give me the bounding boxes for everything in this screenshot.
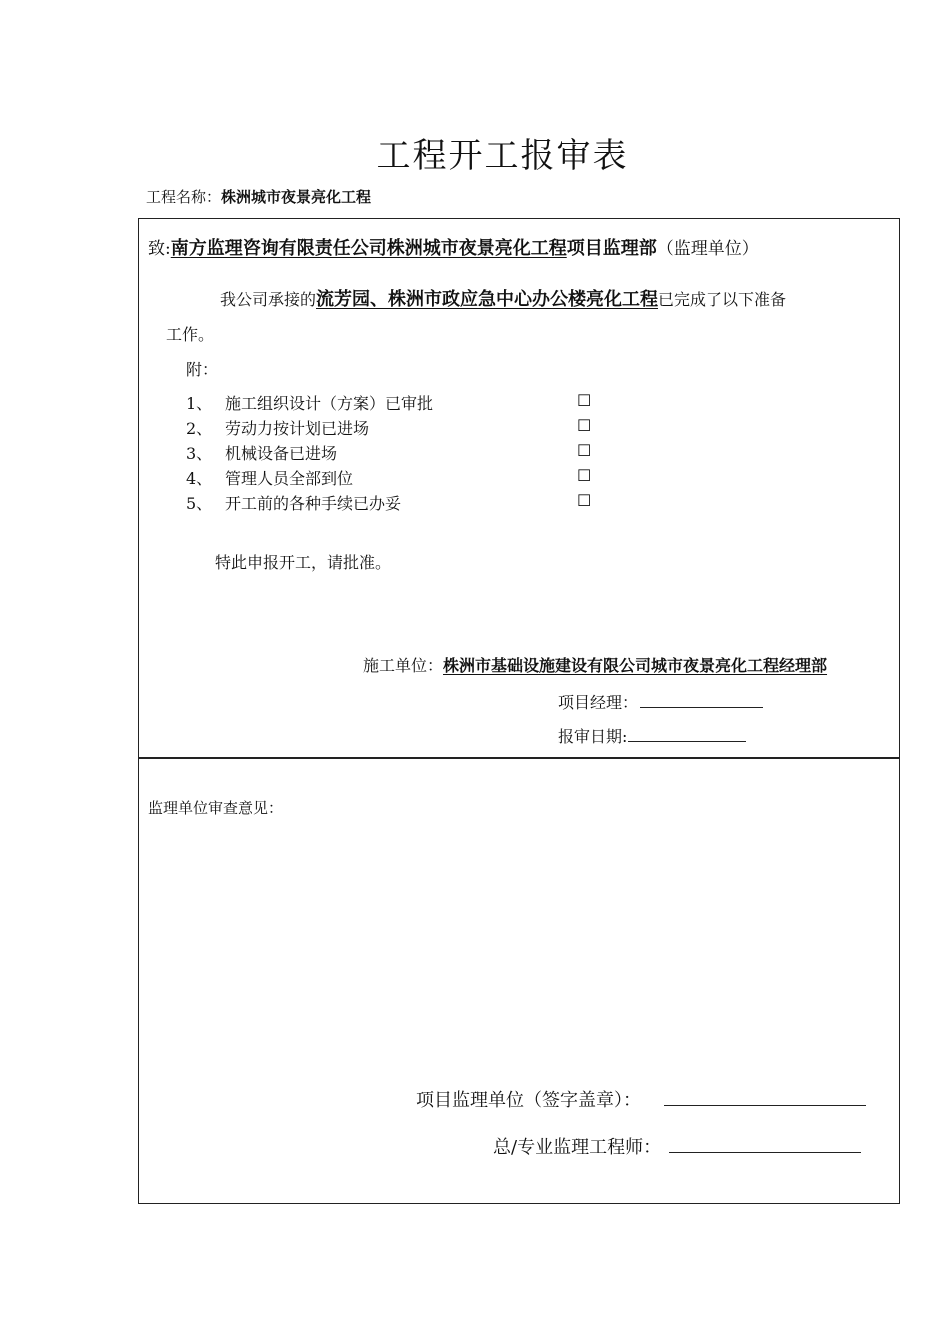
review-opinion-label: 监理单位审查意见：	[148, 799, 284, 817]
supervision-seal-label: 项目监理单位（签字盖章）：	[416, 1090, 641, 1111]
item-number: 1、	[186, 394, 213, 413]
project-name-line	[146, 186, 371, 207]
page-title: 工程开工报审表	[376, 136, 629, 176]
item-text: 管理人员全部到位	[225, 469, 354, 488]
submission-date-label: 报审日期:	[558, 727, 628, 746]
supervision-seal-line[interactable]	[664, 1105, 866, 1106]
intro-lead: 我公司承接的	[220, 290, 317, 309]
recipient-line	[148, 234, 759, 260]
request-statement: 特此申报开工，请批准。	[215, 553, 392, 572]
item-text: 机械设备已进场	[225, 444, 338, 463]
project-manager-label: 项目经理：	[558, 693, 639, 712]
intro-project: 流芳园、株洲市政应急中心办公楼亮化工程	[316, 289, 659, 310]
intro-line	[220, 285, 786, 311]
item-number: 3、	[186, 444, 213, 463]
checkbox[interactable]: ☐	[577, 441, 592, 460]
project-name-label: 工程名称：	[146, 188, 222, 206]
engineer-signature-line[interactable]	[669, 1152, 861, 1153]
attachment-label: 附：	[186, 360, 219, 379]
contractor-label: 施工单位：	[363, 656, 444, 675]
item-number: 5、	[186, 494, 213, 513]
project-name-value: 株洲城市夜景亮化工程	[221, 188, 372, 206]
contractor-line	[363, 653, 827, 676]
item-number: 2、	[186, 419, 213, 438]
item-text: 劳动力按计划已进场	[225, 419, 370, 438]
checkbox[interactable]: ☐	[577, 416, 592, 435]
checkbox[interactable]: ☐	[577, 491, 592, 510]
checkbox[interactable]: ☐	[577, 391, 592, 410]
recipient-prefix: 致:	[148, 239, 171, 259]
item-text: 施工组织设计（方案）已审批	[225, 394, 434, 413]
project-manager-signature-line[interactable]	[640, 707, 763, 708]
recipient-dept: 项目监理部	[566, 238, 657, 259]
recipient-suffix: （监理单位）	[656, 239, 759, 259]
item-number: 4、	[186, 469, 213, 488]
submission-date-line[interactable]	[628, 741, 746, 742]
intro-tail: 已完成了以下准备	[658, 290, 787, 309]
intro-line-2: 工作。	[166, 325, 215, 344]
recipient-company: 南方监理咨询有限责任公司株洲城市夜景亮化工程	[170, 238, 567, 259]
contractor-name: 株洲市基础设施建设有限公司城市夜景亮化工程经理部	[443, 656, 828, 675]
checkbox[interactable]: ☐	[577, 466, 592, 485]
item-text: 开工前的各种手续已办妥	[225, 494, 402, 513]
engineer-label: 总/专业监理工程师：	[493, 1137, 662, 1158]
